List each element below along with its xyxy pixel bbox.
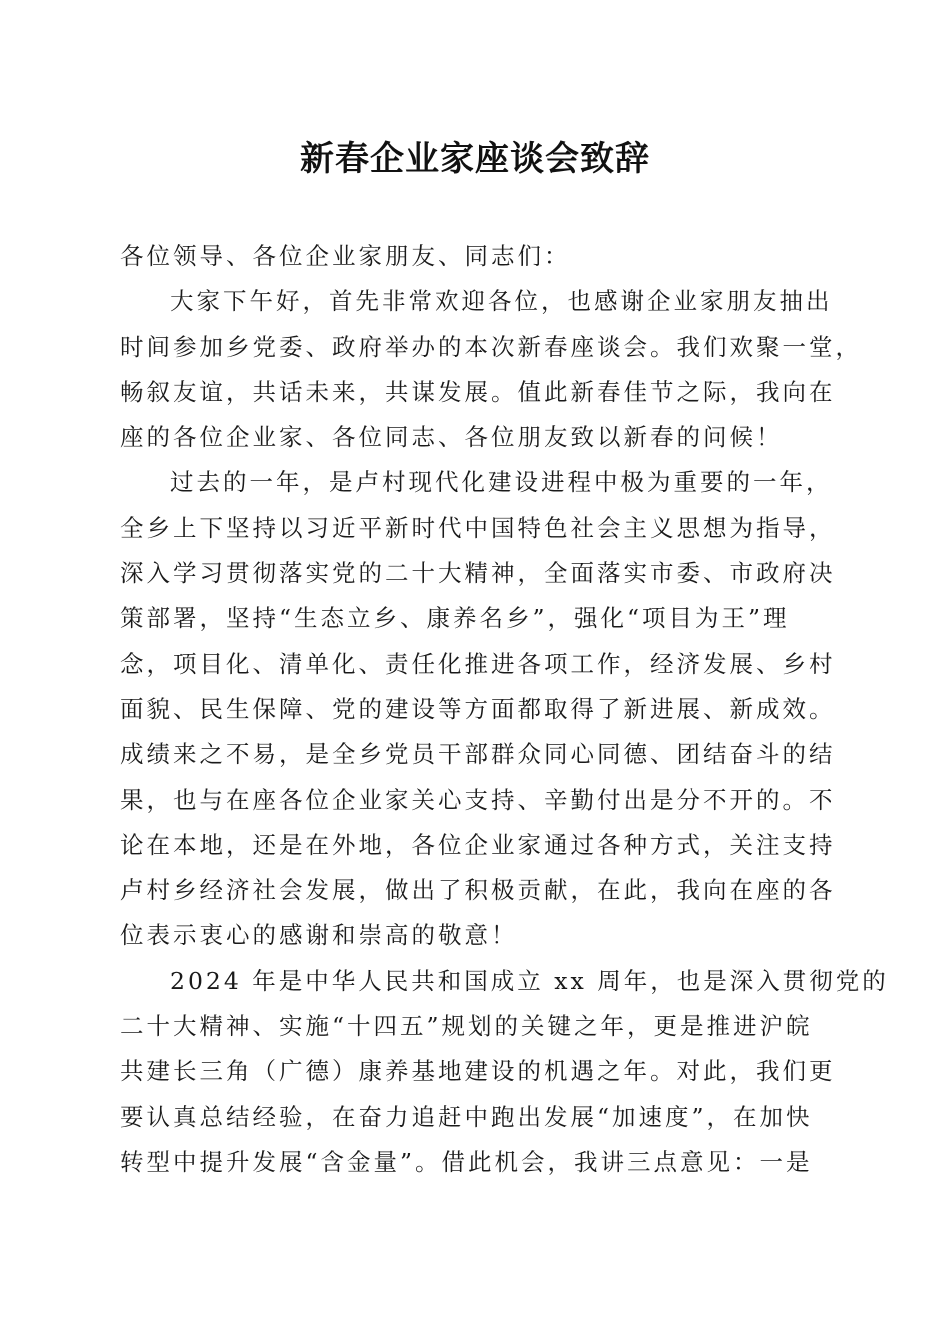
body-line: 要认真总结经验，在奋力追赶中跑出发展“加速度”，在加快 bbox=[120, 1102, 813, 1131]
document-title: 新春企业家座谈会致辞 bbox=[300, 139, 650, 179]
body-line: 过去的一年，是卢村现代化建设进程中极为重要的一年， bbox=[170, 468, 833, 497]
document-body bbox=[120, 234, 889, 1185]
body-line: 论在本地，还是在外地，各位企业家通过各种方式，关注支持 bbox=[120, 830, 836, 859]
body-line: 转型中提升发展“含金量”。借此机会，我讲三点意见：一是 bbox=[120, 1147, 813, 1176]
body-line: 二十大精神、实施“十四五”规划的关键之年，更是推进沪皖 bbox=[120, 1012, 813, 1041]
body-line: 策部署，坚持“生态立乡、康养名乡”，强化“项目为王”理 bbox=[120, 604, 790, 633]
body-line: 卢村乡经济社会发展，做出了积极贡献，在此，我向在座的各 bbox=[120, 876, 836, 905]
body-line: 面貌、民生保障、党的建设等方面都取得了新进展、新成效。 bbox=[120, 694, 836, 723]
body-line: 畅叙友谊，共话未来，共谋发展。值此新春佳节之际，我向在 bbox=[120, 377, 836, 406]
body-line: 深入学习贯彻落实党的二十大精神，全面落实市委、市政府决 bbox=[120, 559, 836, 588]
body-line: 念，项目化、清单化、责任化推进各项工作，经济发展、乡村 bbox=[120, 649, 836, 678]
body-line: 位表示衷心的感谢和崇高的敬意！ bbox=[120, 921, 518, 950]
body-line: 2024 年是中华人民共和国成立 xx 周年，也是深入贯彻党的 bbox=[170, 966, 889, 995]
body-line: 成绩来之不易，是全乡党员干部群众同心同德、团结奋斗的结 bbox=[120, 740, 836, 769]
body-line: 全乡上下坚持以习近平新时代中国特色社会主义思想为指导， bbox=[120, 513, 836, 542]
body-line: 共建长三角（广德）康养基地建设的机遇之年。对此，我们更 bbox=[120, 1057, 836, 1086]
body-line: 各位领导、各位企业家朋友、同志们： bbox=[120, 242, 571, 270]
body-line: 大家下午好，首先非常欢迎各位，也感谢企业家朋友抽出 bbox=[170, 287, 833, 316]
body-line: 座的各位企业家、各位同志、各位朋友致以新春的问候！ bbox=[120, 423, 783, 452]
body-line: 果，也与在座各位企业家关心支持、辛勤付出是分不开的。不 bbox=[120, 785, 836, 814]
body-line: 时间参加乡党委、政府举办的本次新春座谈会。我们欢聚一堂， bbox=[120, 332, 862, 361]
